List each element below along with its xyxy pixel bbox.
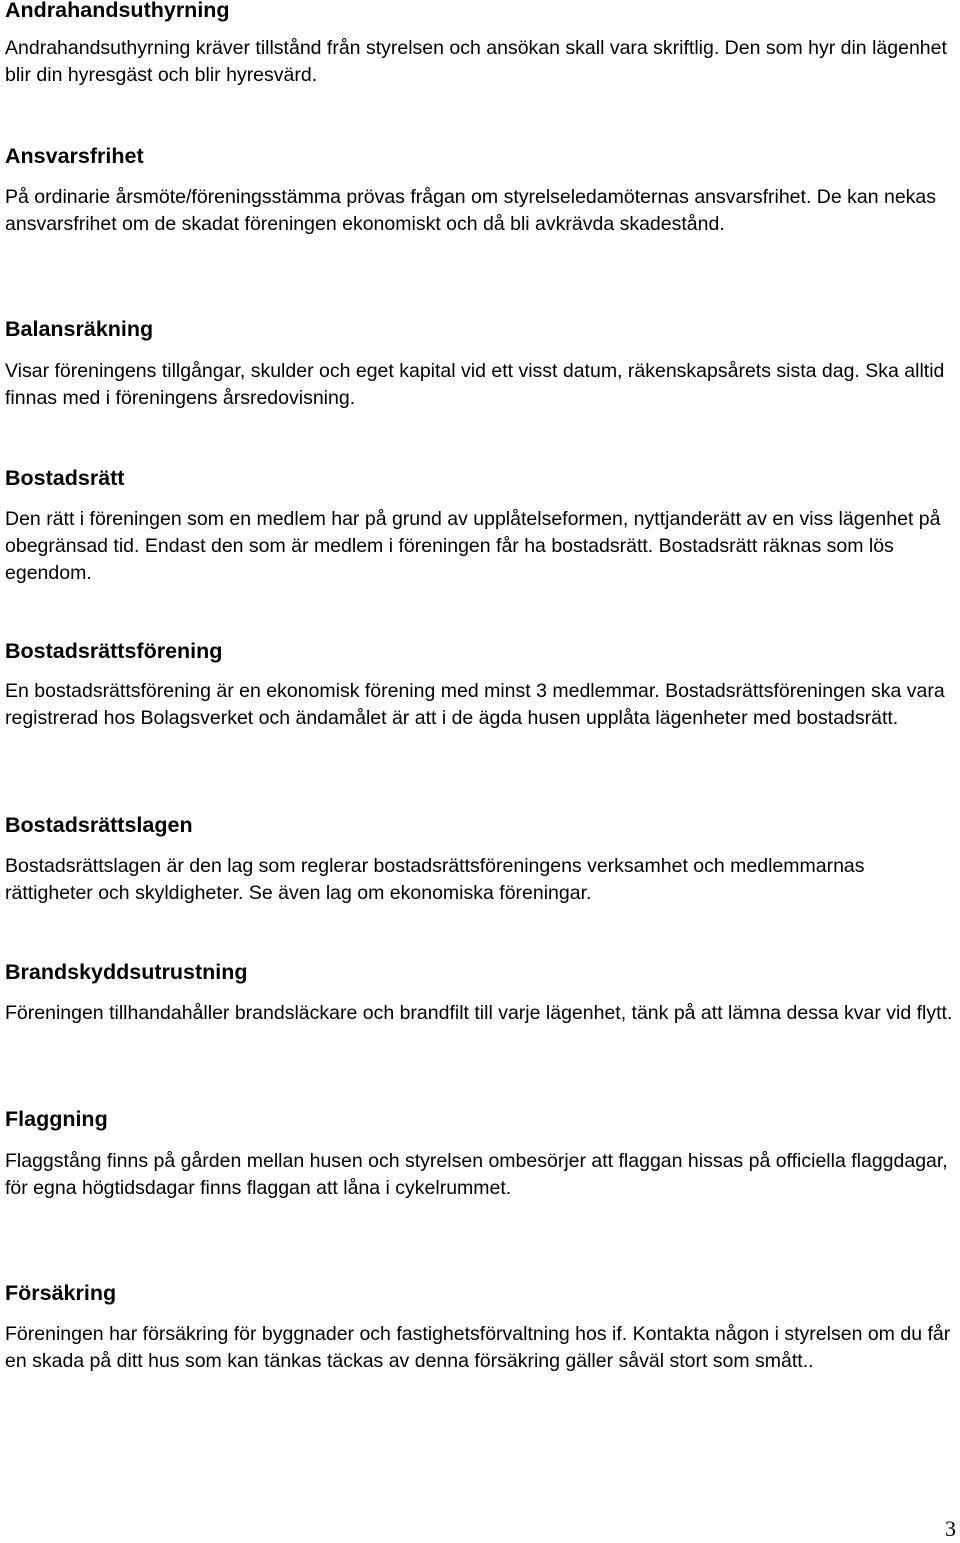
section-flaggning xyxy=(5,1106,955,1202)
section-heading: Bostadsrätt xyxy=(5,466,125,490)
section-text: En bostadsrättsförening är en ekonomisk förening med minst 3 medlemmar. Bostadsrättsföreningen ska vara registrerad hos Bolagsverket och ändamålet är att i de ägda husen upplåta lägenheter med bostadsrätt. xyxy=(5,680,945,729)
section-text: Föreningen har försäkring för byggnader och fastighetsförvaltning hos if. Kontakta någon i styrelsen om du får en skada på ditt hus som kan tänkas täckas av denna försäkring gäller såväl stort som smått.. xyxy=(5,1323,951,1372)
section-heading: Brandskyddsutrustning xyxy=(5,960,248,984)
section-heading: Andrahandsuthyrning xyxy=(5,0,230,22)
section-text: Föreningen tillhandahåller brandsläckare och brandfilt till varje lägenhet, tänk på att lämna dessa kvar vid flytt. xyxy=(5,1002,953,1024)
section-bostadsrattsforening xyxy=(5,638,955,732)
section-bostadsratt xyxy=(5,465,955,587)
section-forsakring xyxy=(5,1280,955,1375)
section-heading: Försäkring xyxy=(5,1281,117,1305)
section-heading: Balansräkning xyxy=(5,317,154,341)
section-bostadsrattslagen xyxy=(5,812,955,907)
section-heading: Bostadsrättslagen xyxy=(5,813,193,837)
section-brandskyddsutrustning xyxy=(5,959,955,1027)
section-balansrakning xyxy=(5,316,955,412)
section-heading: Ansvarsfrihet xyxy=(5,144,144,168)
section-andrahandsuthyrning xyxy=(5,0,955,89)
section-text: På ordinarie årsmöte/föreningsstämma prövas frågan om styrelseledamöternas ansvarsfrihet. De kan nekas ansvarsfrihet om de skadat föreningen ekonomiskt och då bli avkrävda skadestånd. xyxy=(5,186,937,235)
section-heading: Bostadsrättsförening xyxy=(5,639,223,663)
page-number: 3 xyxy=(945,1516,956,1541)
section-text: Flaggstång finns på gården mellan husen och styrelsen ombesörjer att flaggan hissas på officiella flaggdagar, för egna högtidsdagar finns flaggan att låna i cykelrummet. xyxy=(5,1150,948,1199)
section-text: Visar föreningens tillgångar, skulder och eget kapital vid ett visst datum, räkenskapsårets sista dag. Ska alltid finnas med i föreningens årsredovisning. xyxy=(5,360,945,409)
section-text: Bostadsrättslagen är den lag som reglerar bostadsrättsföreningens verksamhet och medlemmarnas rättigheter och skyldigheter. Se även lag om ekonomiska föreningar. xyxy=(5,855,865,904)
section-ansvarsfrihet xyxy=(5,143,955,238)
section-heading: Flaggning xyxy=(5,1107,108,1131)
section-text: Andrahandsuthyrning kräver tillstånd från styrelsen och ansökan skall vara skriftlig. Den som hyr din lägenhet blir din hyresgäst och blir hyresvärd. xyxy=(5,37,947,86)
section-text: Den rätt i föreningen som en medlem har på grund av upplåtelseformen, nyttjanderätt av en viss lägenhet på obegränsad tid. Endast den som är medlem i föreningen får ha bostadsrätt. Bostadsrätt räknas som lös egendom. xyxy=(5,508,941,584)
